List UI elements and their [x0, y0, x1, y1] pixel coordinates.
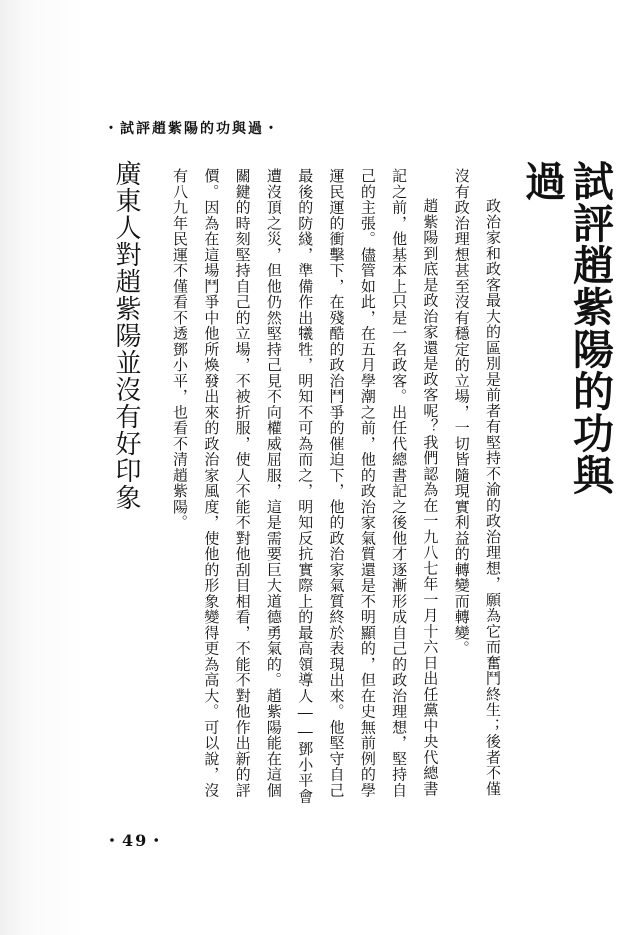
page-number: ・49・ — [104, 831, 167, 850]
page-spine-shadow — [0, 0, 86, 935]
article-body — [168, 168, 508, 808]
body-paragraph-2: 趙紫陽到底是政治家還是政客呢？我們認為在一九八七年一月十六日出任黨中央代總書記之前，他基本上只是一名政客。出任代總書記之後他才逐漸形成自己的政治理想，堅持自己的主張。儘管如此，在五月學潮之前，他的政治家氣質還是不明顯的，但在史無前例的學運民運的衝擊下，在殘酷的政治鬥爭的催迫下，他的政治家氣質終於表現出來。他堅守自己最後的防綫，準備作出犧牲，明知不可為而之，明知反抗實際上的最高領導人――鄧小平會遭沒頂之災，但他仍然堅持己見不向權威屈服，這是需要巨大道德勇氣的。趙紫陽能在這個關鍵的時刻堅持自己的立場，不被折服，使人不能不對他刮目相看，不能不對他作出新的評價。因為在這場鬥爭中他所煥發出來的政治家風度，使他的形象變得更為高大。可以說，沒有八九年民運不僅看不透鄧小平，也看不清趙紫陽。 — [171, 168, 440, 804]
section-heading: 廣東人對趙紫陽並沒有好印象 — [111, 160, 141, 511]
running-header: ・試評趙紫陽的功與過・ — [104, 121, 280, 137]
article-title: 試評趙紫陽的功與過 — [518, 160, 614, 496]
body-paragraph-1: 政治家和政客最大的區別是前者有堅持不渝的政治理想，願為它而奮鬥終生；後者不僅沒有政治理想甚至沒有穩定的立場，一切皆隨現實利益的轉變而轉變。 — [452, 168, 502, 797]
